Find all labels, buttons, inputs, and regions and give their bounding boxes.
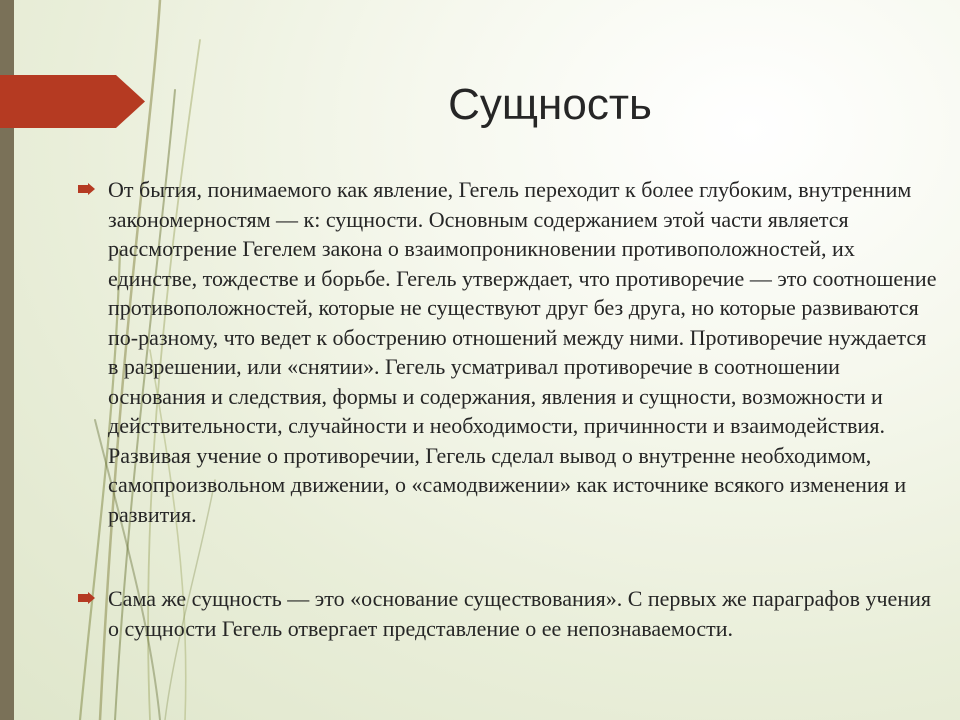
bullet-text: Сама же сущность — это «основание существования». С первых же параграфов учения о сущности Гегель отвергает представление о ее непознаваемости. [108,586,931,641]
arrow-bullet-icon [78,183,95,195]
bullet-paragraph-1 [78,175,938,529]
bullet-text: От бытия, понимаемого как явление, Гегель переходит к более глубоким, внутренним закономерностям — к: сущности. Основным содержанием этой части является рассмотрение Гегелем закона о взаимопроникновении противоположностей, их единстве, тождестве и борьбе. Гегель утверждает, что противоречие — это соотношение противоположностей, которые не существуют друг без друга, но которые развиваются по-разному, что ведет к обострению отношений между ними. Противоречие нуждается в разрешении, или «снятии». Гегель усматривал противоречие в соотношении основания и следствия, формы и содержания, явления и сущности, возможности и действительности, случайности и необходимости, причинности и взаимодействия. Развивая учение о противоречии, Гегель сделал вывод о внутренне необходимом, самопроизвольном движении, о «самодвижении» как источнике всякого изменения и развития. [108,177,937,527]
slide-content [78,175,938,643]
title-arrow-shape [0,75,145,128]
slide-title: Сущность [448,80,652,129]
arrow-bullet-icon [78,592,95,604]
bullet-paragraph-2 [78,584,938,643]
